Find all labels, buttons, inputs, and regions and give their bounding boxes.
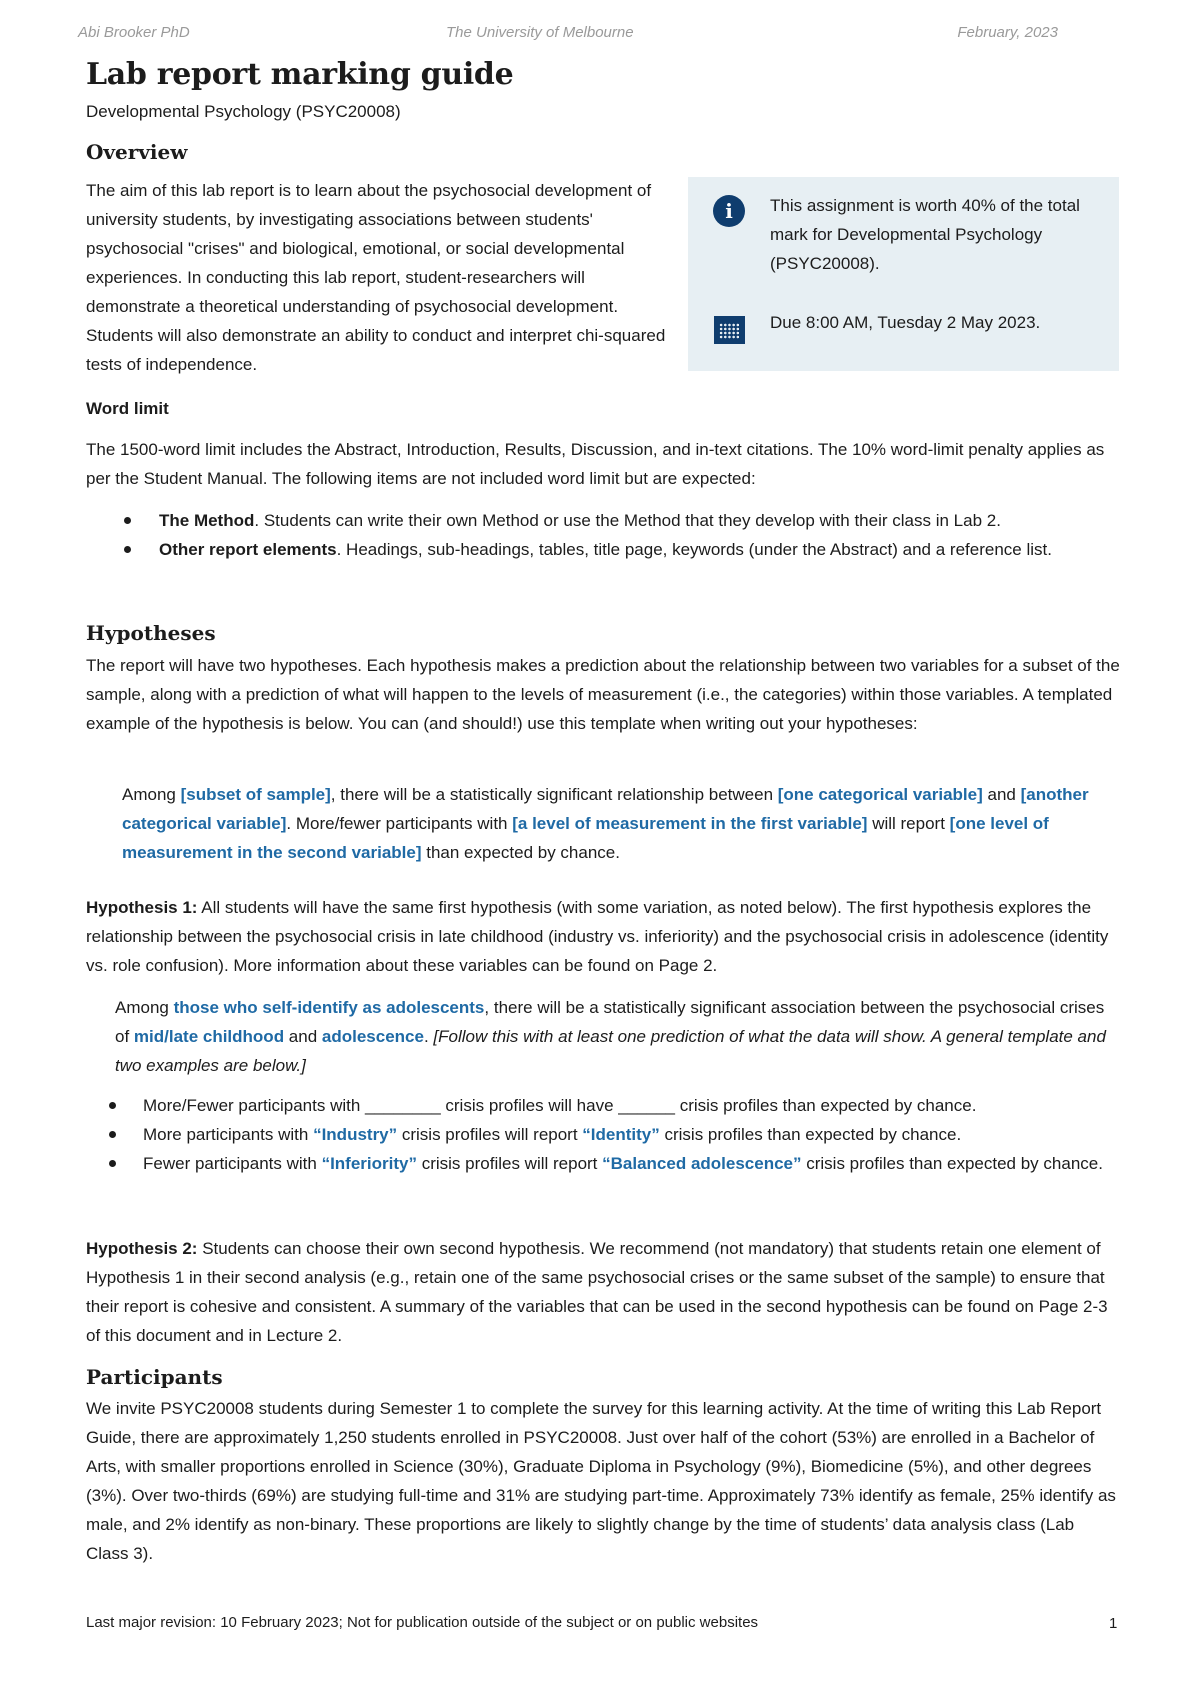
header-date: February, 2023 [957, 24, 1058, 41]
overview-body: The aim of this lab report is to learn about the psychosocial development of university students, by investigating associations between students' psychosocial "crises" and biological, emotional, or social developmental experiences. In conducting this lab report, student-researchers will demonstrate a theoretical understanding of psychosocial development. Students will also demonstrate an ability to conduct and interpret chi-squared tests of independence. [86, 181, 666, 374]
list-item [78, 506, 1121, 535]
hypothesis-1-label: Hypothesis 1: [86, 898, 198, 917]
participants-heading: Participants [86, 1365, 223, 1389]
item-text: crisis profiles than expected by chance. [659, 1125, 962, 1144]
hypothesis-2-label: Hypothesis 2: [86, 1239, 198, 1258]
template-text: and [982, 785, 1021, 804]
template-placeholder: [one categorical variable] [777, 785, 983, 804]
word-limit-heading: Word limit [86, 399, 169, 418]
header-author: Abi Brooker PhD [78, 24, 190, 41]
hypothesis-template [122, 780, 1122, 867]
example-text: Among [115, 998, 174, 1017]
word-limit-list [78, 506, 1121, 564]
page-number: 1 [1109, 1615, 1118, 1632]
item-text: More/Fewer participants with ________ crisis profiles will have ______ crisis profiles than expected by chance. [143, 1096, 977, 1115]
info-icon: i [713, 195, 745, 227]
page-title: Lab report marking guide [86, 57, 514, 92]
template-text: , there will be a statistically significant relationship between [330, 785, 778, 804]
example-text: , there will be a statistically significant association between the psychosocial crises of [115, 998, 1105, 1046]
item-highlight: “Balanced adolescence” [602, 1154, 802, 1173]
hypothesis-2-body: Students can choose their own second hypothesis. We recommend (not mandatory) that students retain one element of Hypothesis 1 in their second analysis (e.g., retain one of the same psychosocial crises or the same subset of the sample) to ensure that their report is cohesive and consistent. A summary of the variables that can be used in the second hypothesis can be found on Page 2-3 of this document and in Lecture 2. [86, 1239, 1108, 1345]
hypothesis-1-examples-list [79, 1091, 1121, 1178]
item-text: . Students can write their own Method or use the Method that they develop with their class in Lab 2. [254, 511, 1001, 530]
calendar-icon [714, 316, 745, 344]
item-text: crisis profiles than expected by chance. [801, 1154, 1103, 1173]
participants-body: We invite PSYC20008 students during Semester 1 to complete the survey for this learning activity. At the time of writing this Lab Report Guide, there are approximately 1,250 students enrolled in PSYC20008. Just over half of the cohort (53%) are enrolled in a Bachelor of Arts, with smaller proportions enrolled in Science (30%), Graduate Diploma in Psychology (9%), Biomedicine (5%), and other degrees (3%). Over two-thirds (69%) are studying full-time and 31% are studying part-time. Approximately 73% identify as female, 25% identify as male, and 2% identify as non-binary. These proportions are likely to slightly change by the time of students’ data analysis class (Lab Class 3). [86, 1399, 1116, 1563]
due-date-text: Due 8:00 AM, Tuesday 2 May 2023. [770, 313, 1041, 332]
page-subtitle: Developmental Psychology (PSYC20008) [86, 102, 401, 121]
hypothesis-1-body: All students will have the same first hypothesis (with some variation, as noted below). The first hypothesis explores the relationship between the psychosocial crisis in late childhood (industry vs. inferiority) and the psychosocial crisis in adolescence (identity vs. role confusion). More information about these variables can be found on Page 2. [86, 898, 1109, 975]
example-instruction: [Follow this with at least one prediction of what the data will show. A general template and two examples are below.] [115, 1027, 1106, 1075]
template-text: than expected by chance. [421, 843, 620, 862]
template-text: Among [122, 785, 181, 804]
template-placeholder: [subset of sample] [180, 785, 331, 804]
list-item [79, 1120, 1121, 1149]
template-placeholder: [a level of measurement in the first variable] [512, 814, 868, 833]
list-item [78, 535, 1121, 564]
item-bold: The Method [159, 511, 255, 530]
example-text: and [284, 1027, 322, 1046]
hypothesis-1-example [115, 993, 1121, 1080]
item-highlight: “Identity” [582, 1125, 660, 1144]
item-text: . Headings, sub-headings, tables, title page, keywords (under the Abstract) and a reference list. [336, 540, 1052, 559]
template-text: . More/fewer participants with [286, 814, 513, 833]
template-placeholder: [one level of measurement in the second variable] [122, 814, 1049, 862]
item-text: crisis profiles will report [416, 1154, 603, 1173]
header-institution: The University of Melbourne [446, 24, 634, 41]
overview-heading: Overview [86, 140, 188, 164]
template-text: will report [867, 814, 950, 833]
hypotheses-heading: Hypotheses [86, 621, 216, 645]
assignment-weight-text: This assignment is worth 40% of the total mark for Developmental Psychology (PSYC20008). [770, 196, 1080, 273]
item-highlight: “Inferiority” [321, 1154, 417, 1173]
list-item [79, 1149, 1121, 1178]
hypotheses-intro: The report will have two hypotheses. Each hypothesis makes a prediction about the relationship between two variables for a subset of the sample, along with a prediction of what will happen to the levels of measurement (i.e., the categories) within those variables. A templated example of the hypothesis is below. You can (and should!) use this template when writing out your hypotheses: [86, 656, 1120, 733]
example-text: . [423, 1027, 434, 1046]
word-limit-body: The 1500-word limit includes the Abstract, Introduction, Results, Discussion, and in-text citations. The 10% word-limit penalty applies as per the Student Manual. The following items are not included word limit but are expected: [86, 440, 1105, 488]
list-item [79, 1091, 1121, 1120]
item-text: More participants with [143, 1125, 314, 1144]
item-text: crisis profiles will report [397, 1125, 583, 1144]
page-header [78, 22, 1058, 44]
info-box [688, 177, 1119, 371]
example-variable: mid/late childhood [133, 1027, 285, 1046]
hypothesis-1 [86, 893, 1121, 980]
example-variable: those who self-identify as adolescents [173, 998, 485, 1017]
item-text: Fewer participants with [143, 1154, 322, 1173]
item-bold: Other report elements [159, 540, 337, 559]
footer-revision-note: Last major revision: 10 February 2023; Not for publication outside of the subject or on public websites [86, 1614, 759, 1631]
example-variable: adolescence [321, 1027, 424, 1046]
item-highlight: “Industry” [313, 1125, 398, 1144]
template-placeholder: [another categorical variable] [122, 785, 1089, 833]
hypothesis-2 [86, 1234, 1121, 1350]
